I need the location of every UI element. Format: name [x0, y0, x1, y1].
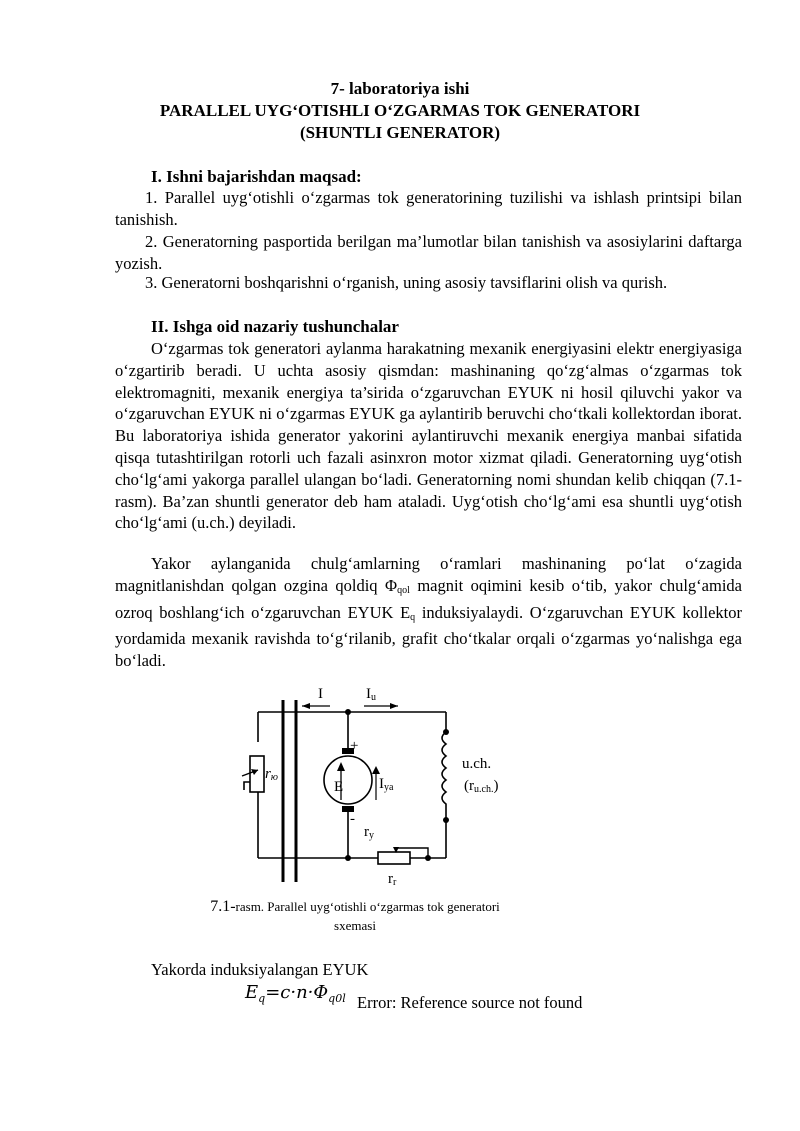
label-field-winding: u.ch.: [462, 756, 492, 772]
objective-item-2-text: 2. Generatorning pasportida berilgan ma’lumotlar bilan tanishish va asosiylarini daftarga yozish.: [115, 232, 742, 273]
document-subtitle: (SHUNTLI GENERATOR): [299, 123, 501, 142]
label-Iu: Iu: [366, 686, 376, 703]
figure-caption: [170, 898, 540, 916]
theory-paragraph-2: [115, 553, 742, 672]
theory-paragraph-2-part-c: induksiyalaydi. O‘zgaruvchan EYUK kollektor yordamida mexanik ravishda to‘g‘rilanib, grafit cho‘tkalar orqali o‘zgarmas yo‘nalishga ega bo‘ladi.: [115, 602, 742, 671]
label-E: E: [334, 779, 344, 795]
objective-item-2: [115, 231, 742, 275]
theory-paragraph-1: [115, 338, 742, 534]
section1-heading: I. Ishni bajarishdan maqsad:: [151, 167, 362, 186]
section2-heading: II. Ishga oid nazariy tushunchalar: [151, 317, 399, 336]
current-arrow-Iu-head: [390, 703, 398, 709]
rheostat-tap-stub: [244, 782, 250, 790]
figure-caption-line2: sxemasi: [334, 918, 376, 933]
objective-item-3-text: 3. Generatorni boshqarishni o‘rganish, uning asosiy tavsiflarini olish va qurish.: [145, 273, 668, 292]
junction-dot: [443, 817, 449, 823]
label-r-load: rю: [265, 766, 278, 783]
label-rr: rr: [388, 871, 397, 888]
figure-number: 7.1-: [210, 898, 236, 915]
junction-dot: [443, 729, 449, 735]
lab-number: 7- laboratoriya ishi: [330, 79, 470, 98]
label-plus: +: [350, 738, 359, 754]
phi-symbol: Φ: [385, 575, 398, 595]
field-rheostat: [378, 852, 410, 864]
reference-error-text: Error: Reference source not found: [357, 993, 583, 1012]
junction-dot: [425, 855, 431, 861]
objective-item-3: [115, 272, 742, 294]
theory-paragraph-2-part-a: Yakor aylanganida chulg‘amlarning o‘ramlari mashinaning po‘lat o‘zagida magnitlanishdan qolgan ozgina qoldiq: [115, 554, 742, 595]
load-rheostat: [250, 756, 264, 792]
label-Iya: Iya: [379, 776, 394, 793]
shunt-generator-circuit-diagram: [230, 676, 530, 888]
phi-subscript: qol: [397, 584, 410, 596]
junction-dot: [345, 855, 351, 861]
label-ry: ry: [364, 824, 374, 841]
theory-paragraph-2-part-b: magnit oqimini kesib o‘tib, yakor chulg‘amida ozroq boshlang‘ich o‘zgaruvchan EYUK E: [115, 575, 742, 622]
label-minus: -: [350, 811, 355, 827]
shunt-field-coil: [442, 732, 446, 810]
eq-subscript: q: [410, 611, 416, 623]
armature-current-arrow-head: [372, 766, 380, 774]
objective-item-1: [115, 187, 742, 231]
figure-caption-text: rasm. Parallel uyg‘otishli o‘zgarmas tok generatori: [235, 899, 500, 914]
label-I: I: [318, 686, 323, 702]
junction-dot: [345, 709, 351, 715]
current-arrow-I-head: [302, 703, 310, 709]
document-title: PARALLEL UYG‘OTISHLI O‘ZGARMAS TOK GENERATORI: [159, 101, 641, 120]
objective-item-1-text: 1. Parallel uyg‘otishli o‘zgarmas tok generatorining tuzilishi va ishlash printsipi bilan tanishish.: [115, 188, 742, 229]
theory-paragraph-1-text: O‘zgarmas tok generatori aylanma harakatning mexanik energiyasini elektr energiyasiga o‘zgartirib beradi. U uchta asosiy qismdan: mashinaning qo‘zg‘almas o‘zgarmas tok elektromagniti, mexanik energiya ta’sirida o‘zgaruvchan EYUK ni hosil qiluvchi yakor va o‘zgaruvchan EYUK ni o‘zgarmas EYUK ga aylantirib beruvchi cho‘tkali kollektordan iborat. Bu laboratoriya ishida generator yakorini aylantiruvchi mexanik energiya manbai sifatida qisqa tutashtirilgan rotorli uch fazali asinxron motor xizmat qiladi. Generatorning uyg‘otish cho‘lg‘ami yakorga parallel ulangan bo‘ladi. Generatorning nomi shundan kelib chiqqan (7.1-rasm). Ba’zan shuntli generator deb ham ataladi. Uyg‘otish cho‘lg‘ami esa shuntli uyg‘otish cho‘lg‘ami (u.ch.) deyiladi.: [115, 339, 742, 533]
emf-intro-text: Yakorda induksiyalangan EYUK: [151, 960, 369, 979]
emf-formula: $E_q=c\cdot n\cdot\Phi_{q0l}$: [245, 982, 346, 1005]
label-field-resistance: (ru.ch.): [464, 778, 499, 795]
armature-circle: [324, 756, 372, 804]
